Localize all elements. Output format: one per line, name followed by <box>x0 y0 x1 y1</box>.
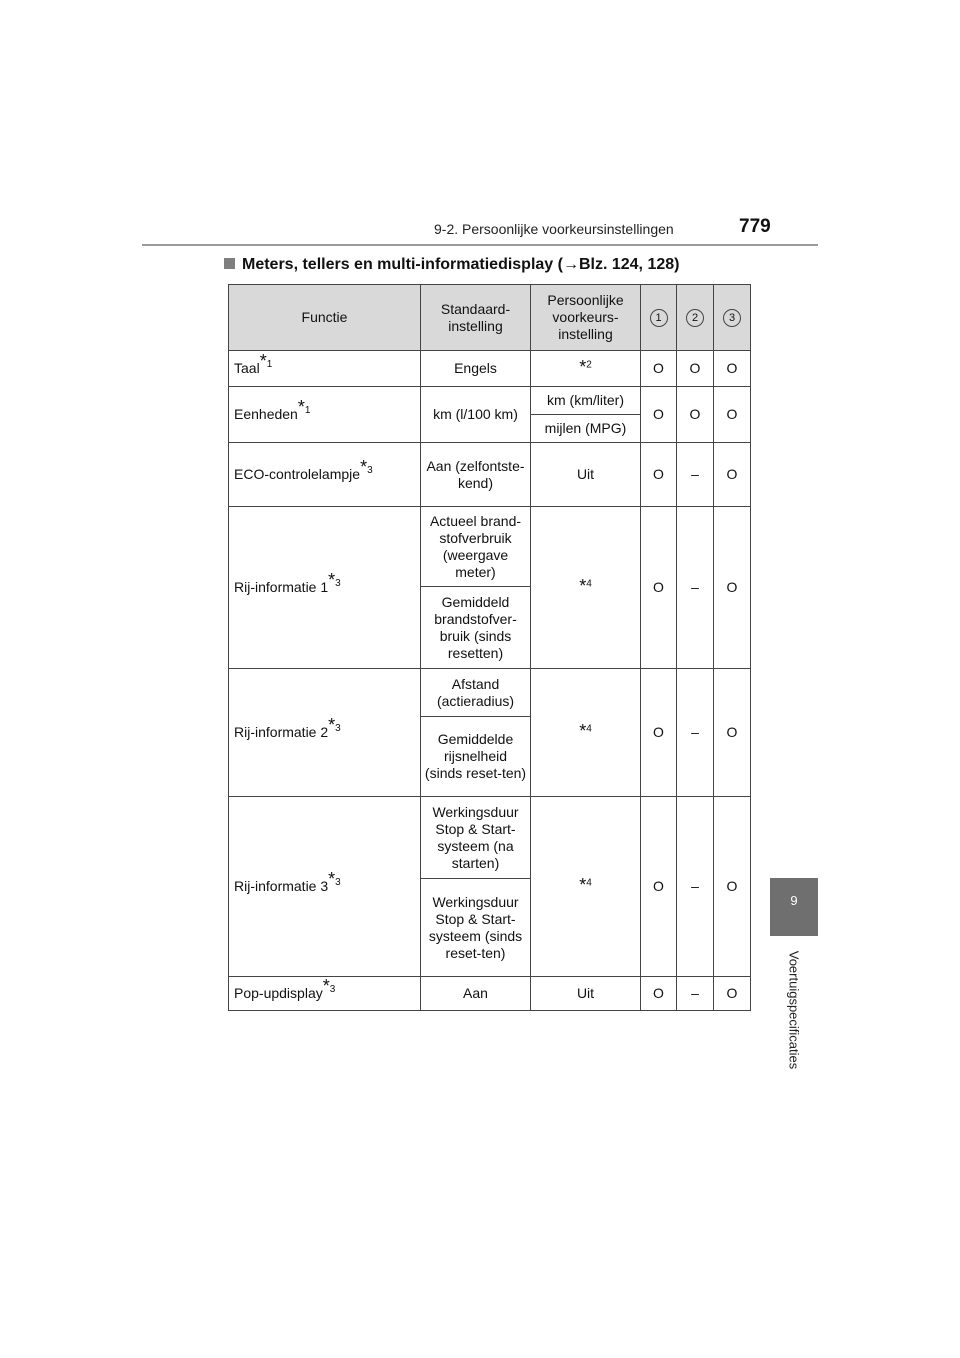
setting-3-cell: O <box>714 669 751 797</box>
table-row <box>229 443 751 507</box>
setting-3-cell: O <box>714 507 751 669</box>
personal-cell: *$^2$ <box>531 351 641 387</box>
setting-1-cell: O <box>641 797 677 977</box>
personal-cell: *$^4$ <box>531 507 641 669</box>
header-col-2 <box>677 285 714 351</box>
footnote-marker: *3 <box>328 869 341 890</box>
option-cell: Actueel brand-stofverbruik (weergave meter) <box>421 507 531 587</box>
circled-number-1: 1 <box>650 309 668 327</box>
function-label: Taal <box>234 360 260 376</box>
header-personal: Persoonlijke voorkeurs-instelling <box>531 285 641 351</box>
setting-1-cell: O <box>641 387 677 443</box>
header-default: Standaard-instelling <box>421 285 531 351</box>
chapter-label: Voertuigspecificaties <box>786 950 802 1070</box>
personal-cell: *$^4$ <box>531 669 641 797</box>
circled-number-2: 2 <box>686 309 704 327</box>
circled-number-3: 3 <box>723 309 741 327</box>
option-cell: Gemiddeld brandstofver-bruik (sinds resetten) <box>421 587 531 669</box>
table-row <box>229 387 751 415</box>
table-row <box>229 797 751 879</box>
default-cell: Engels <box>421 351 531 387</box>
setting-1-cell: O <box>641 669 677 797</box>
function-cell <box>229 669 421 797</box>
function-cell <box>229 387 421 443</box>
default-cell: km (l/100 km) <box>421 387 531 443</box>
setting-1-cell: O <box>641 507 677 669</box>
setting-2-cell: – <box>677 977 714 1011</box>
setting-2-cell: O <box>677 351 714 387</box>
personal-cell: *$^4$ <box>531 797 641 977</box>
header-col-1 <box>641 285 677 351</box>
table-row <box>229 351 751 387</box>
setting-3-cell: O <box>714 443 751 507</box>
chapter-tab: 9 <box>770 878 818 936</box>
heading-text: Meters, tellers en multi-informatiedisplay ( <box>242 256 563 273</box>
table-header-row <box>229 285 751 351</box>
function-label: Eenheden <box>234 406 298 422</box>
function-label: Rij-informatie 3 <box>234 878 329 894</box>
footnote-marker: *1 <box>297 397 311 418</box>
footnote-marker: *3 <box>328 570 341 591</box>
personal-cell: Uit <box>531 977 641 1011</box>
footnote-marker: *3 <box>322 976 336 997</box>
setting-3-cell: O <box>714 351 751 387</box>
function-label: Rij-informatie 2 <box>234 724 329 740</box>
option-cell: mijlen (MPG) <box>531 415 641 443</box>
setting-1-cell: O <box>641 977 677 1011</box>
setting-1-cell: O <box>641 351 677 387</box>
settings-table <box>228 284 751 1011</box>
header-function: Functie <box>229 285 421 351</box>
setting-2-cell: – <box>677 443 714 507</box>
personal-cell: Uit <box>531 443 641 507</box>
default-cell: Aan (zelfontste-kend) <box>421 443 531 507</box>
header-col-3 <box>714 285 751 351</box>
setting-3-cell: O <box>714 387 751 443</box>
footnote-marker: *3 <box>360 457 373 478</box>
arrow-glyph: → <box>562 256 579 273</box>
function-cell <box>229 797 421 977</box>
square-bullet-icon <box>224 258 235 269</box>
function-label: Pop-updisplay <box>234 985 323 1001</box>
function-cell <box>229 443 421 507</box>
function-label: ECO-controlelampje <box>234 466 361 482</box>
option-cell: Afstand (actieradius) <box>421 669 531 717</box>
default-cell: Aan <box>421 977 531 1011</box>
option-cell: Gemiddelde rijsnelheid (sinds reset-ten) <box>421 717 531 797</box>
option-cell: Werkingsduur Stop & Start-systeem (sinds reset-ten) <box>421 879 531 977</box>
function-cell <box>229 507 421 669</box>
table-row <box>229 507 751 587</box>
running-header: 9-2. Persoonlijke voorkeursinstellingen <box>434 221 674 237</box>
function-cell <box>229 351 421 387</box>
setting-2-cell: – <box>677 669 714 797</box>
setting-2-cell: – <box>677 797 714 977</box>
page-number: 779 <box>739 216 771 237</box>
table-row <box>229 977 751 1011</box>
option-cell: Werkingsduur Stop & Start-systeem (na starten) <box>421 797 531 879</box>
setting-2-cell: – <box>677 507 714 669</box>
setting-3-cell: O <box>714 977 751 1011</box>
function-cell <box>229 977 421 1011</box>
heading-ref: Blz. 124, 128) <box>578 256 680 273</box>
section-heading <box>224 256 679 274</box>
table-row <box>229 669 751 717</box>
function-label: Rij-informatie 1 <box>234 579 329 595</box>
header-divider <box>142 244 818 246</box>
footnote-marker: *1 <box>259 351 273 372</box>
footnote-marker: *3 <box>328 715 341 736</box>
setting-2-cell: O <box>677 387 714 443</box>
setting-1-cell: O <box>641 443 677 507</box>
option-cell: km (km/liter) <box>531 387 641 415</box>
setting-3-cell: O <box>714 797 751 977</box>
